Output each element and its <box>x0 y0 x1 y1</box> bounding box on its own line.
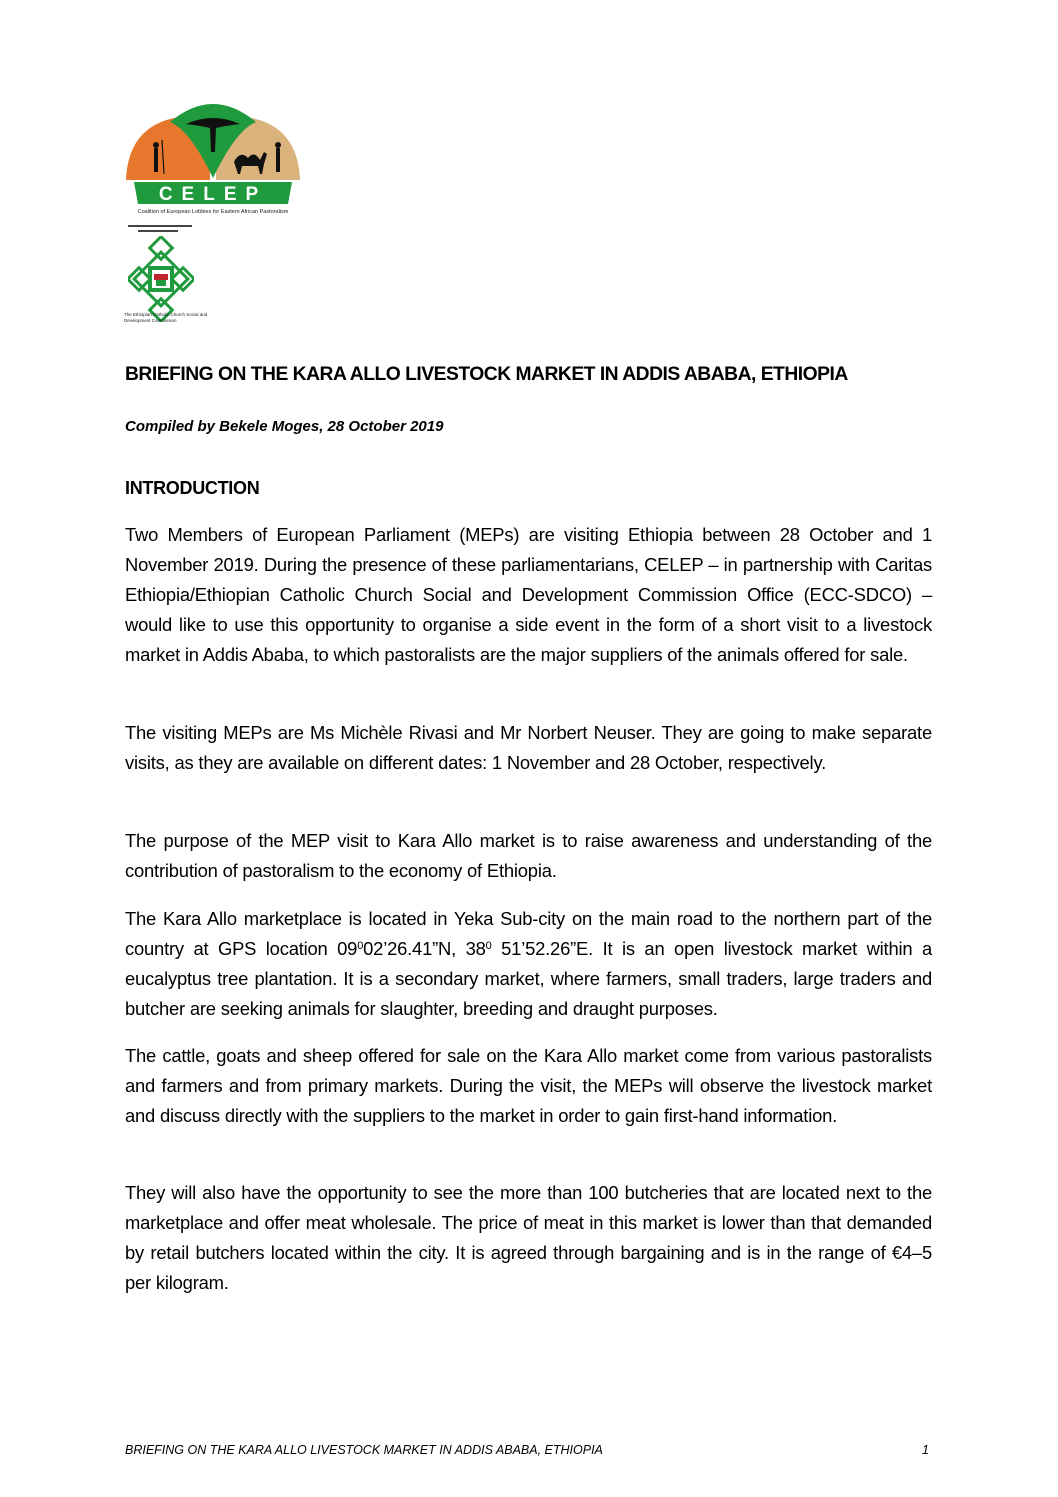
footer-title: BRIEFING ON THE KARA ALLO LIVESTOCK MARKET IN ADDIS ABABA, ETHIOPIA <box>125 1443 603 1457</box>
para-4-before-gps: The Kara Allo marketplace is located in Yeka Sub-city on the main road to the northern part of the country at GPS location 09 <box>125 908 932 959</box>
intro-paragraph-5: The cattle, goats and sheep offered for sale on the Kara Allo market come from various pastoralists and farmers and from primary markets. During the visit, the MEPs will observe the livestock market and discuss directly with the suppliers to the market in order to gain first-hand information. <box>125 1045 932 1126</box>
ecc-caption: The Ethiopian Catholic Church Social and Development Commission <box>124 312 208 323</box>
intro-paragraph-6: They will also have the opportunity to see the more than 100 butcheries that are located next to the marketplace and offer meat wholesale. The price of meat in this market is lower than that demanded by retail butchers located within the city. It is agreed through bargaining and is in the range of €4–5 per kilogram. <box>125 1182 932 1293</box>
intro-paragraph-3: The purpose of the MEP visit to Kara Allo market is to raise awareness and understanding of the contribution of pastoralism to the economy of Ethiopia. <box>125 830 932 881</box>
celep-tagline: Coalition of European Lobbies for Eastern African Pastoralism <box>137 209 289 215</box>
para-4-latitude: 02’26.41”N, 38 <box>363 938 486 959</box>
section-heading: INTRODUCTION <box>125 478 260 498</box>
ecc-cross-logo <box>128 236 194 322</box>
degree-mark-1: 0 <box>357 940 364 952</box>
intro-paragraph-1: Two Members of European Parliament (MEPs) are visiting Ethiopia between 28 October and 1 November 2019. During the presence of these parliamentarians, CELEP – in partnership with Caritas Ethiopia/Ethiopian Catholic Church Social and Development Commission Office (ECC-SDCO) – would like to use this opportunity to organise a side event in the form of a short visit to a livestock market in Addis Ababa, to which pastoralists are the major suppliers of the animals offered for sale. <box>125 524 932 665</box>
intro-paragraph-4 <box>125 904 932 1024</box>
celep-wordmark: CELEP <box>158 184 268 205</box>
compiled-by-line: Compiled by Bekele Moges, 28 October 2019 <box>125 418 444 435</box>
para-4-after-gps: 51’52.26”E. It is an open livestock market within a eucalyptus tree plantation. It is a secondary market, where farmers, small traders, large traders and butcher are seeking animals for slaughter, breeding and draught purposes. <box>125 938 933 1019</box>
degree-mark-2: 0 <box>485 940 492 952</box>
celep-logo <box>124 100 302 218</box>
intro-paragraph-2: The visiting MEPs are Ms Michèle Rivasi and Mr Norbert Neuser. They are going to make separate visits, as they are available on different dates: 1 November and 28 October, respectively. <box>125 722 932 773</box>
document-title: BRIEFING ON THE KARA ALLO LIVESTOCK MARKET IN ADDIS ABABA, ETHIOPIA <box>125 364 848 385</box>
ecc-amharic-text <box>128 224 198 235</box>
page-number: 1 <box>922 1443 929 1457</box>
